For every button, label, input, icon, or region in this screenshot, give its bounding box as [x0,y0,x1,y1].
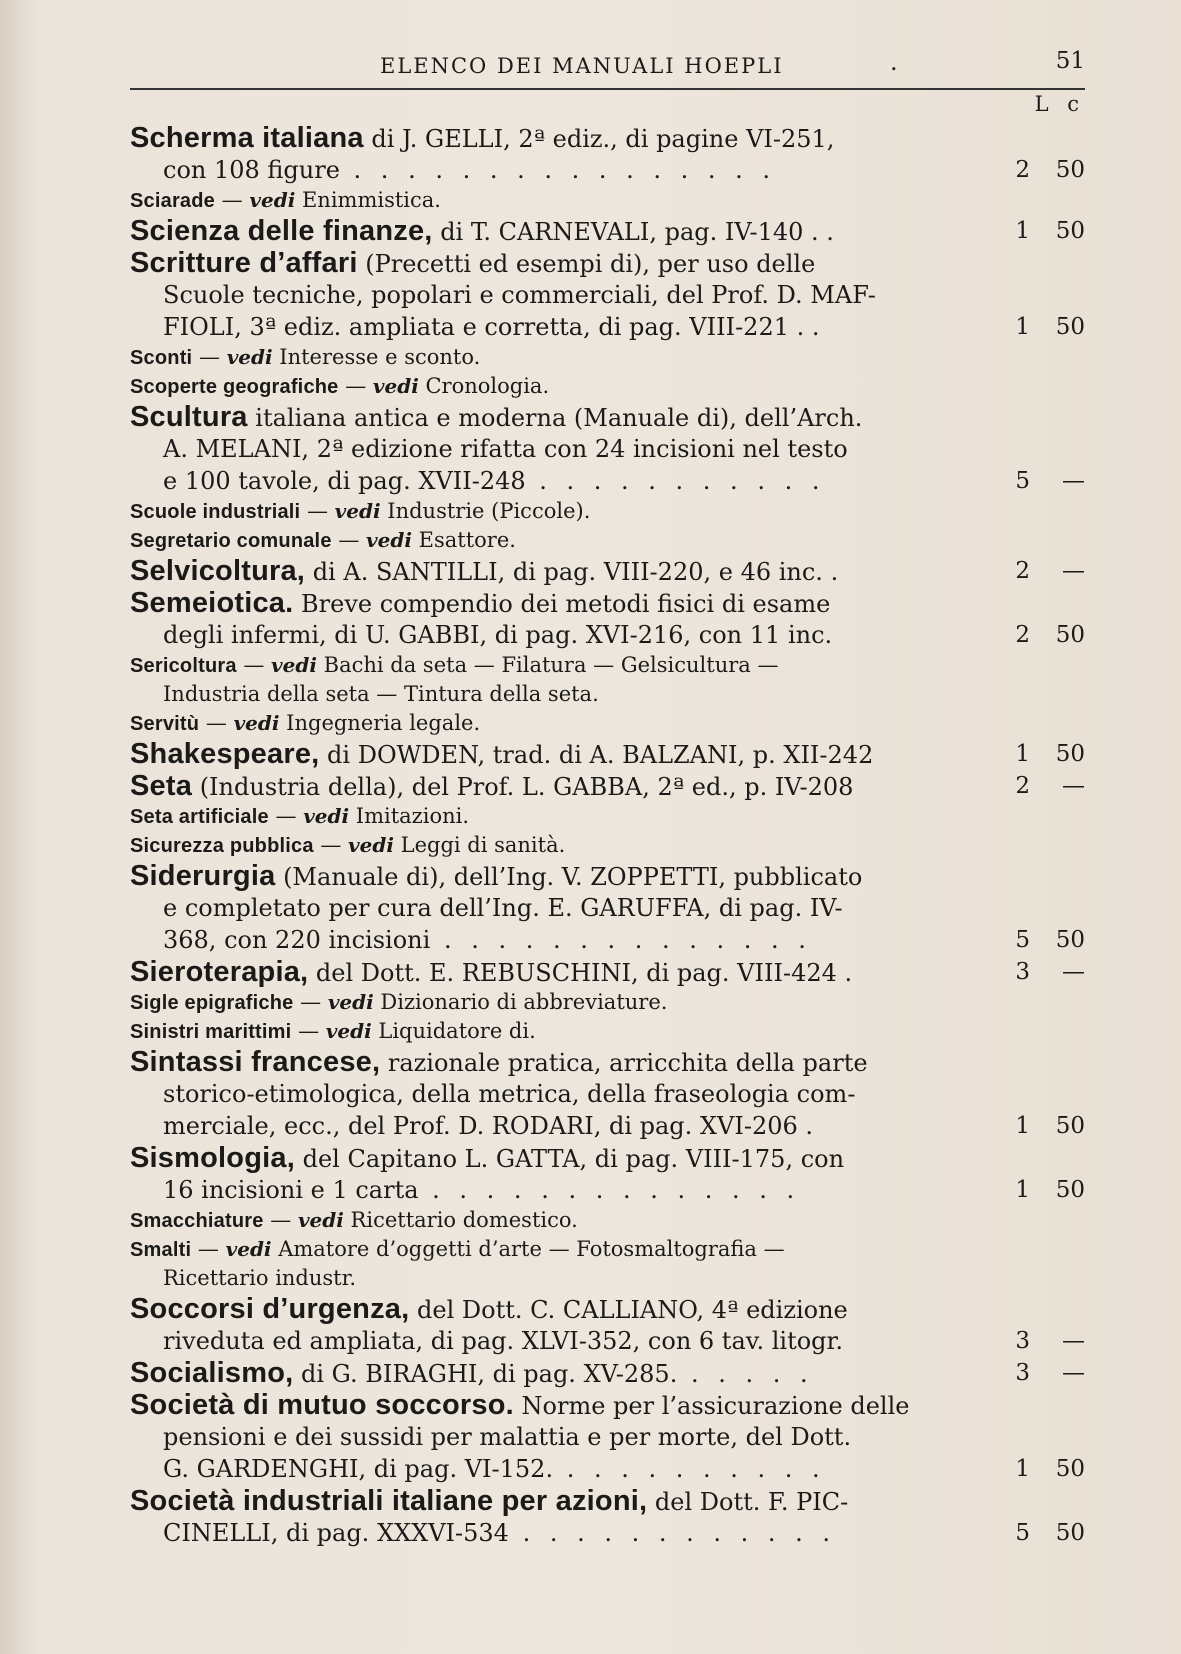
price-centesimi: 50 [1055,1113,1085,1139]
price-centesimi: — [1062,1328,1085,1354]
entry-line [130,1325,1085,1357]
catalog-entry [130,651,1085,709]
entry-line [130,1142,1085,1174]
price-centesimi: 50 [1055,218,1085,244]
catalog-entry [130,988,1085,1017]
price-lire: 1 [1015,1456,1030,1482]
catalog-entry [130,1357,1085,1389]
catalog-entry [130,526,1085,555]
entry-line [130,1206,1085,1235]
entry-text: di A. SANTILLI, di pag. VIII-220, e 46 inc. . [305,558,839,586]
catalog-entry [130,770,1085,802]
entry-text: Ricettario domestico. [343,1208,578,1232]
see-reference: vedi [334,499,381,523]
price-lire: 1 [1015,1113,1030,1139]
entry-text: e 100 tavole, di pag. XVII-248 [163,467,526,495]
price [1000,1110,1085,1142]
price-lire: 5 [1015,927,1030,953]
entry-text: — [331,528,367,552]
price [1000,311,1085,343]
entry-text: del Dott. F. PIC- [647,1488,849,1516]
price-centesimi: — [1062,1360,1085,1386]
page-header [130,48,1085,90]
entry-line [130,680,1085,709]
entry-line [130,186,1085,215]
price-lire: 2 [1015,157,1030,183]
entry-heading: Smacchiature [130,1210,264,1232]
entry-text: CINELLI, di pag. XXXVI-534 [163,1519,509,1547]
price-lire: 3 [1015,1360,1030,1386]
entry-text: — [291,1019,326,1043]
entry-text: razionale pratica, arricchita della parte [380,1049,868,1077]
entry-text: di T. CARNEVALI, pag. IV-140 . . [432,218,834,246]
see-reference: vedi [366,528,412,552]
price [1000,154,1085,186]
entry-text: — [293,990,328,1014]
entry-text: Liquidatore di. [371,1019,536,1043]
entry-line [130,831,1085,860]
entry-text: di J. GELLI, 2ª ediz., di pagine VI-251, [363,125,835,153]
price-centesimi: 50 [1055,741,1085,767]
price-centesimi: 50 [1055,1177,1085,1203]
entry-line [130,619,1085,651]
entry-heading: Scienza delle finanze, [130,215,433,247]
entry-text: (Precetti ed esempi di), per uso delle [357,250,816,278]
dot-leader: . . . . . . . . . . . . . . [418,1176,801,1204]
entry-line [130,497,1085,526]
entry-heading: Soccorsi d’urgenza, [130,1293,410,1325]
catalog-entry [130,1293,1085,1357]
entry-text: Leggi di sanità. [393,833,566,857]
entry-text: merciale, ecc., del Prof. D. RODARI, di pag. XVI-206 . [163,1112,814,1140]
entry-heading: Sismologia, [130,1142,295,1174]
price-lire: 5 [1015,1520,1030,1546]
catalog-entry [130,122,1085,186]
price-lire: 5 [1015,468,1030,494]
entry-text: del Capitano L. GATTA, di pag. VIII-175, con [294,1145,845,1173]
entry-line [130,651,1085,680]
entry-line [130,1421,1085,1453]
price-centesimi: 50 [1055,1520,1085,1546]
entry-text: — [313,833,349,857]
see-reference: vedi [325,1019,372,1043]
entry-line [130,1110,1085,1142]
entry-line [130,154,1085,186]
see-reference: vedi [271,653,317,677]
entry-heading: Seta [130,770,193,802]
price-centesimi: — [1062,959,1085,985]
entry-text: (Manuale di), dell’Ing. V. ZOPPETTI, pubblicato [275,863,863,891]
price [1000,619,1085,651]
entry-heading: Scritture d’affari [130,247,358,279]
entry-heading: Sconti [130,347,193,369]
entry-line [130,1174,1085,1206]
catalog-entry [130,1235,1085,1293]
entry-text: — [300,499,335,523]
page-number: 51 [1055,48,1085,74]
entry-line [130,1293,1085,1325]
entry-line [130,1046,1085,1078]
catalog-entry [130,1206,1085,1235]
see-reference: vedi [372,374,419,398]
see-reference: vedi [225,1237,272,1261]
catalog-entry [130,1389,1085,1485]
entry-text: — [338,374,373,398]
entry-heading: Selvicoltura, [130,555,306,587]
entry-text: FIOLI, 3ª ediz. ampliata e corretta, di pag. VIII-221 . . [163,313,820,341]
entry-text: Industria della seta — Tintura della seta. [163,682,599,706]
entry-line [130,279,1085,311]
entry-text: Norme per l’assicurazione delle [513,1392,910,1420]
entry-heading: Società industriali italiane per azioni, [130,1485,648,1517]
entry-heading: Socialismo, [130,1357,294,1389]
price-lire: 1 [1015,1177,1030,1203]
price-lire: 1 [1015,314,1030,340]
entry-line [130,770,1085,802]
entry-heading: Smalti [130,1239,192,1261]
entry-text: — [199,711,234,735]
currency-heading: L c [1034,92,1085,116]
entry-line [130,215,1085,247]
catalog-entry [130,555,1085,587]
entry-heading: Scherma italiana [130,122,364,154]
price [1000,738,1085,770]
see-reference: vedi [303,804,350,828]
price-centesimi: — [1062,773,1085,799]
entry-line [130,311,1085,343]
price [1000,956,1085,988]
price [1000,465,1085,497]
price-lire: 1 [1015,741,1030,767]
entry-line [130,924,1085,956]
entry-line [130,343,1085,372]
running-title: ELENCO DEI MANUALI HOEPLI [380,54,784,78]
entry-line [130,1389,1085,1421]
catalog-entry [130,956,1085,988]
catalog-entry [130,860,1085,956]
entry-text: di G. BIRAGHI, di pag. XV-285. [293,1360,678,1388]
entry-line [130,892,1085,924]
price [1000,1517,1085,1549]
catalog-entry [130,709,1085,738]
catalog-entry [130,587,1085,651]
catalog-entry [130,343,1085,372]
price-lire: 3 [1015,959,1030,985]
entry-text: Ricettario industr. [163,1266,357,1290]
catalog-entry [130,831,1085,860]
see-reference: vedi [297,1208,344,1232]
price-centesimi: 50 [1055,314,1085,340]
entry-heading: Sieroterapia, [130,956,309,988]
catalog-entry [130,802,1085,831]
entry-text: G. GARDENGHI, di pag. VI-152. [163,1455,554,1483]
catalog-entry [130,738,1085,770]
catalog-entry [130,372,1085,401]
price [1000,1325,1085,1357]
price [1000,770,1085,802]
entry-heading: Servitù [130,713,200,735]
dot-leader: . . . . . . . . . . . . [508,1519,837,1547]
entry-heading: Sintassi francese, [130,1046,381,1078]
entry-text: e completato per cura dell’Ing. E. GARUFFA, di pag. IV- [163,894,843,922]
entry-text: (Industria della), del Prof. L. GABBA, 2ª ed., p. IV-208 [192,773,854,801]
entry-heading: Sinistri marittimi [130,1021,292,1043]
price-lire: 1 [1015,218,1030,244]
catalog-entry [130,1485,1085,1549]
price-centesimi: — [1062,468,1085,494]
entry-line [130,1017,1085,1046]
entry-line [130,1078,1085,1110]
entry-line [130,401,1085,433]
price-centesimi: 50 [1055,1456,1085,1482]
entry-heading: Segretario comunale [130,530,332,552]
entry-line [130,709,1085,738]
catalog-entry [130,401,1085,497]
price [1000,1453,1085,1485]
entry-text: italiana antica e moderna (Manuale di), dell’Arch. [247,404,863,432]
entry-heading: Semeiotica. [130,587,294,619]
entry-line [130,587,1085,619]
entry-text: Industrie (Piccole). [380,499,591,523]
catalog-entry [130,1142,1085,1206]
price-lire: 2 [1015,622,1030,648]
header-rule [130,88,1085,90]
entry-heading: Siderurgia [130,860,276,892]
entry-text: del Dott. C. CALLIANO, 4ª edizione [409,1296,848,1324]
price-centesimi: 50 [1055,927,1085,953]
entry-text: di DOWDEN, trad. di A. BALZANI, p. XII-242 [319,741,874,769]
entry-heading: Sericoltura [130,655,237,677]
entry-heading: Scoperte geografiche [130,376,339,398]
entry-text: Interesse e sconto. [272,345,481,369]
price-lire: 2 [1015,558,1030,584]
entry-text: Scuole tecniche, popolari e commerciali, del Prof. D. MAF- [163,281,876,309]
see-reference: vedi [233,711,280,735]
entry-line [130,1357,1085,1389]
price [1000,1174,1085,1206]
see-reference: vedi [249,188,296,212]
dot-leader: . . . . . . . . . . . . . . [430,926,812,954]
entry-text: riveduta ed ampliata, di pag. XLVI-352, con 6 tav. litogr. [163,1327,844,1355]
catalog-entry [130,1046,1085,1142]
entry-text: Esattore. [411,528,516,552]
entry-line [130,1517,1085,1549]
entry-line [130,555,1085,587]
entry-heading: Scuole industriali [130,501,301,523]
catalog-entry [130,497,1085,526]
price [1000,555,1085,587]
entry-heading: Sigle epigrafiche [130,992,294,1014]
entry-text: — [192,345,227,369]
catalog-entry [130,215,1085,247]
entry-heading: Società di mutuo soccorso. [130,1389,514,1421]
price-centesimi: — [1062,558,1085,584]
entry-text: — [268,804,304,828]
entry-line [130,1453,1085,1485]
entry-line [130,738,1085,770]
entry-heading: Scultura [130,401,248,433]
entry-line [130,802,1085,831]
price-lire: 3 [1015,1328,1030,1354]
dot-leader: . . . . . . . . . . . [525,467,826,495]
catalog-entry [130,247,1085,343]
entry-text: storico-etimologica, della metrica, della fraseologia com- [163,1080,856,1108]
entry-text: Bachi da seta — Filatura — Gelsicultura — [316,653,779,677]
header-separator: . [890,48,898,76]
catalog-entry [130,186,1085,215]
dot-leader: . . . . . . . . . . . . . . . . [339,156,777,184]
dot-leader: . . . . . . . . . . [553,1455,826,1483]
see-reference: vedi [226,345,273,369]
dot-leader: . . . . . [677,1360,814,1388]
entry-line [130,465,1085,497]
entry-text: — [236,653,272,677]
entry-text: del Dott. E. REBUSCHINI, di pag. VIII-424 . [308,959,853,987]
entry-text: Imitazioni. [349,804,470,828]
entry-text: Amatore d’oggetti d’arte — Fotosmaltografia — [271,1237,785,1261]
entry-line [130,860,1085,892]
entry-text: con 108 figure [163,156,340,184]
manual-list [130,122,1085,1549]
entry-line [130,1485,1085,1517]
entry-line [130,433,1085,465]
price-centesimi: 50 [1055,622,1085,648]
price [1000,215,1085,247]
entry-line [130,372,1085,401]
entry-text: Dizionario di abbreviature. [373,990,668,1014]
see-reference: vedi [348,833,394,857]
entry-text: Breve compendio dei metodi fisici di esame [293,590,831,618]
entry-line [130,956,1085,988]
entry-text: Cronologia. [418,374,550,398]
entry-line [130,1235,1085,1264]
price [1000,1357,1085,1389]
entry-text: pensioni e dei sussidi per malattia e per morte, del Dott. [163,1423,852,1451]
entry-line [130,988,1085,1017]
entry-text: — [263,1208,298,1232]
entry-text: — [191,1237,226,1261]
entry-line [130,526,1085,555]
entry-heading: Sicurezza pubblica [130,835,314,857]
price-lire: 2 [1015,773,1030,799]
entry-line [130,1264,1085,1293]
entry-heading: Sciarade [130,190,215,212]
entry-text: Ingegneria legale. [279,711,481,735]
entry-text: 368, con 220 incisioni [163,926,431,954]
see-reference: vedi [327,990,374,1014]
entry-text: 16 incisioni e 1 carta [163,1176,419,1204]
entry-line [130,122,1085,154]
entry-text: — [215,188,250,212]
price-centesimi: 50 [1055,157,1085,183]
entry-line [130,247,1085,279]
price [1000,924,1085,956]
entry-text: Enimmistica. [295,188,441,212]
catalog-entry [130,1017,1085,1046]
entry-text: A. MELANI, 2ª edizione rifatta con 24 incisioni nel testo [163,435,848,463]
entry-text: degli infermi, di U. GABBI, di pag. XVI-216, con 11 inc. [163,621,833,649]
entry-heading: Seta artificiale [130,806,269,828]
entry-heading: Shakespeare, [130,738,320,770]
